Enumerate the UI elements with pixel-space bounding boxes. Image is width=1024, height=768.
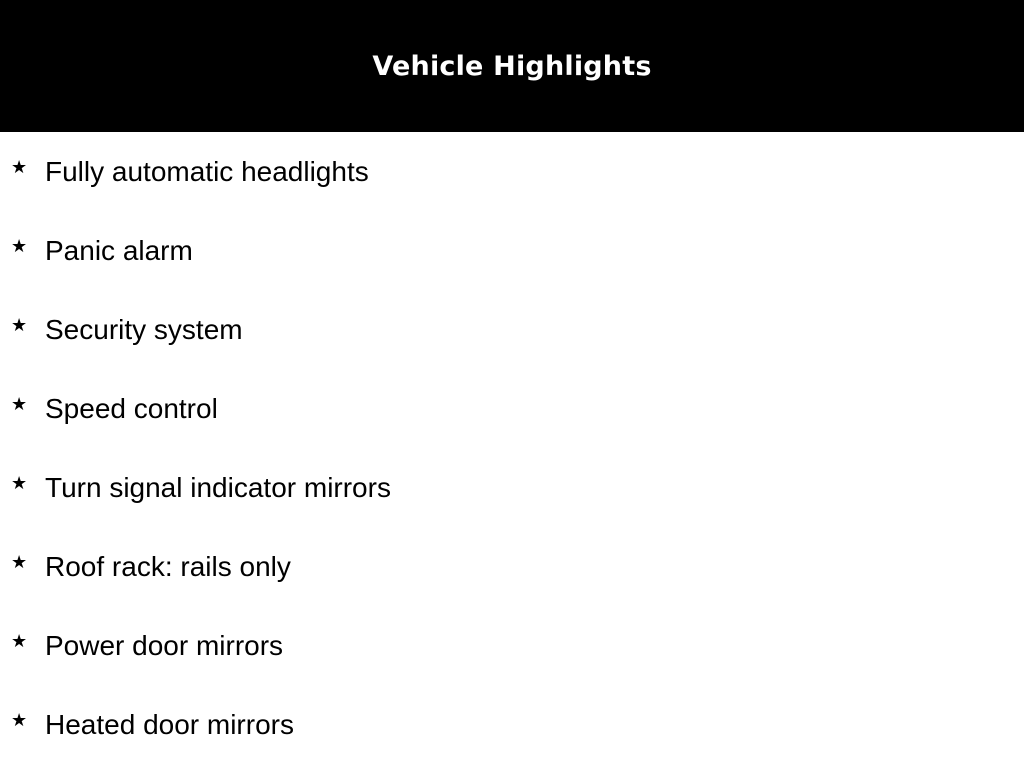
list-item (0, 290, 1024, 345)
highlight-label: Fully automatic headlights (45, 156, 369, 187)
star-icon: ★ (11, 552, 28, 573)
highlight-label: Speed control (45, 393, 218, 424)
list-item (0, 606, 1024, 661)
page-title: Vehicle Highlights (372, 51, 652, 82)
star-icon: ★ (11, 631, 28, 652)
star-icon: ★ (11, 394, 28, 415)
list-item (0, 369, 1024, 424)
list-item (0, 132, 1024, 187)
list-item (0, 211, 1024, 266)
list-item (0, 685, 1024, 740)
highlight-label: Heated door mirrors (45, 709, 294, 740)
highlight-label: Roof rack: rails only (45, 551, 291, 582)
star-icon: ★ (11, 473, 28, 494)
star-icon: ★ (11, 236, 28, 257)
list-item (0, 448, 1024, 503)
list-item (0, 527, 1024, 582)
highlight-label: Power door mirrors (45, 630, 284, 661)
star-icon: ★ (11, 710, 28, 731)
highlight-label: Security system (45, 314, 243, 345)
star-icon: ★ (11, 157, 28, 178)
page-header (0, 0, 1024, 132)
highlight-label: Turn signal indicator mirrors (45, 472, 391, 503)
star-icon: ★ (11, 315, 28, 336)
highlight-label: Panic alarm (45, 235, 193, 266)
